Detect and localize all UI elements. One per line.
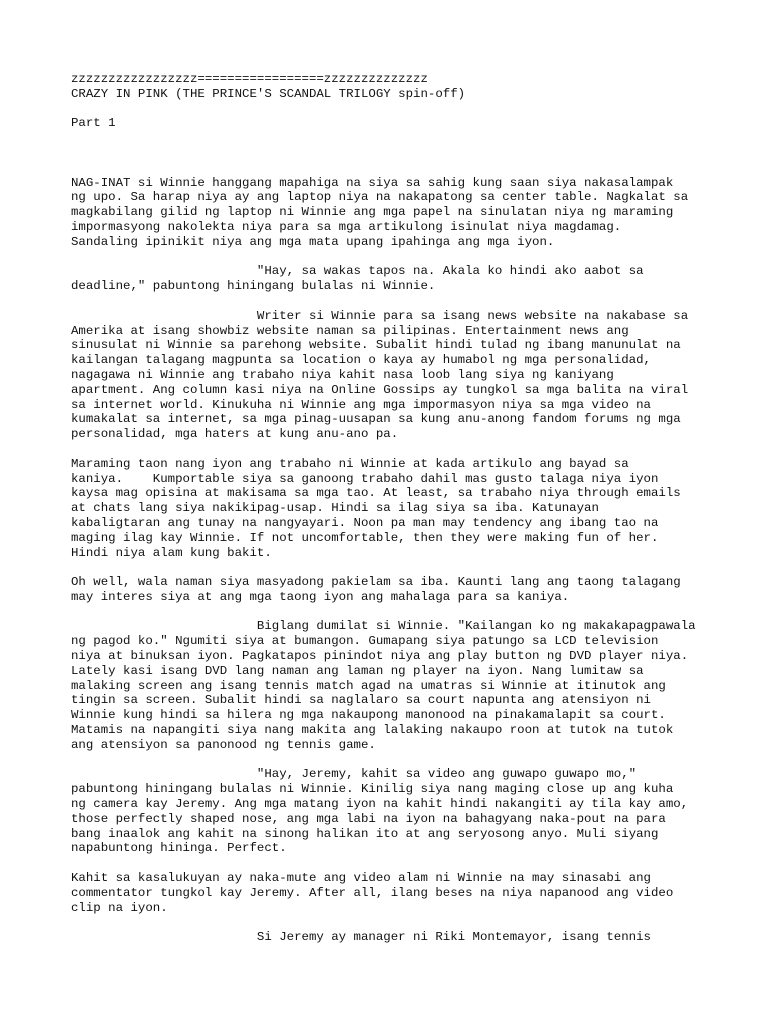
text-line: pabuntong hiningang bulalas ni Winnie. Kinilig siya nang maging close up ang kuha — [71, 782, 674, 797]
text-line: may interes siya at ang mga taong iyon ang mahalaga para sa kaniya. — [71, 589, 570, 604]
text-line — [71, 294, 711, 309]
text-line: ng camera kay Jeremy. Ang mga matang iyon na kahit hindi nakangiti ay tila kay amo, — [71, 797, 689, 812]
text-line: Si Jeremy ay manager ni Riki Montemayor, isang tennis — [71, 930, 651, 945]
text-line — [71, 102, 711, 117]
text-line: impormasyong nakolekta niya para sa mga artikulong isinulat niya magdamag. — [71, 219, 622, 234]
text-line: those perfectly shaped nose, ang mga labi na iyon na bahagyang naka-pout na para — [71, 811, 666, 826]
text-line — [71, 560, 711, 575]
text-line: clip na iyon. — [71, 900, 168, 915]
text-line — [71, 915, 711, 930]
text-line: ang atensiyon sa panonood ng tennis game. — [71, 737, 376, 752]
text-line: "Hay, Jeremy, kahit sa video ang guwapo guwapo mo," — [71, 767, 637, 782]
text-line: Hindi niya alam kung bakit. — [71, 545, 272, 560]
text-line: "Hay, sa wakas tapos na. Akala ko hindi ako aabot sa — [71, 264, 644, 279]
text-line: Matamis na napangiti siya nang makita ang lalaking nakaupo roon at tutok na tutok — [71, 723, 674, 738]
text-line: kumakalat sa internet, sa mga pinag-uusapan sa kung anu-anong fandom forums ng mga — [71, 412, 681, 427]
text-line: Maraming taon nang iyon ang trabaho ni Winnie at kada artikulo ang bayad sa — [71, 456, 629, 471]
document-page — [71, 72, 711, 945]
text-line — [71, 605, 711, 620]
text-line: CRAZY IN PINK (THE PRINCE'S SCANDAL TRILOGY spin-off) — [71, 86, 466, 101]
text-line: Winnie kung hindi sa hilera ng mga nakaupong manonood na pinakamalapit sa court. — [71, 708, 666, 723]
text-line: maging ilag kay Winnie. If not uncomfortable, then they were making fun of her. — [71, 530, 659, 545]
text-line: apartment. Ang column kasi niya na Online Gossips ay tungkol sa mga balita na viral — [71, 382, 689, 397]
text-line — [71, 250, 711, 265]
text-line: Amerika at isang showbiz website naman sa pilipinas. Entertainment news ang — [71, 323, 629, 338]
text-line: Writer si Winnie para sa isang news website na nakabase sa — [71, 308, 689, 323]
text-line: bang inaalok ang kahit na sinong halikan ito at ang seryosong anyo. Muli siyang — [71, 826, 659, 841]
text-line: Sandaling ipinikit niya ang mga mata upang ipahinga ang mga iyon. — [71, 234, 555, 249]
text-line: Biglang dumilat si Winnie. "Kailangan ko ng makakapagpawala — [71, 619, 696, 634]
text-line: nagagawa ni Winnie ang trabaho niya kahit nasa loob lang siya ng kaniyang — [71, 367, 614, 382]
text-line: napabuntong hininga. Perfect. — [71, 841, 287, 856]
text-line: Kahit sa kasalukuyan ay naka-mute ang video alam ni Winnie na may sinasabi ang — [71, 871, 651, 886]
text-line: ng pagod ko." Ngumiti siya at bumangon. Gumapang siya patungo sa LCD television — [71, 634, 659, 649]
text-line: tingin sa screen. Subalit hindi sa naglalaro sa court napunta ang atensiyon ni — [71, 693, 651, 708]
text-line: at chats lang siya nakikipag-usap. Hindi sa ilag siya sa iba. Katunayan — [71, 501, 599, 516]
text-line: Oh well, wala naman siya masyadong pakielam sa iba. Kaunti lang ang taong talagang — [71, 575, 681, 590]
text-line: kabaligtaran ang tunay na nangyayari. Noon pa man may tendency ang ibang tao na — [71, 515, 659, 530]
text-line: kailangan talagang magpunta sa location o kaya ay humabol ng mga personalidad, — [71, 353, 651, 368]
text-line: zzzzzzzzzzzzzzzzz=================zzzzzzzzzzzzzz — [71, 72, 428, 86]
text-line: kaysa mag opisina at makisama sa mga tao. At least, sa trabaho niya through emails — [71, 486, 681, 501]
text-line: ng upo. Sa harap niya ay ang laptop niya na nakapatong sa center table. Nagkalat sa — [71, 190, 689, 205]
text-line — [71, 131, 711, 146]
text-line: Part 1 — [71, 116, 116, 131]
text-line: deadline," pabuntong hiningang bulalas ni Winnie. — [71, 279, 436, 294]
text-line — [71, 161, 711, 176]
text-line: Lately kasi isang DVD lang naman ang laman ng player na iyon. Nang lumitaw sa — [71, 663, 644, 678]
text-line: sa internet world. Kinukuha ni Winnie ang mga impormasyon niya sa mga video na — [71, 397, 651, 412]
text-line — [71, 442, 711, 457]
text-line — [71, 856, 711, 871]
text-line — [71, 753, 711, 768]
text-line: niya at binuksan iyon. Pagkatapos pinindot niya ang play button ng DVD player niya. — [71, 649, 689, 664]
text-line: malaking screen ang isang tennis match agad na umatras si Winnie at itinutok ang — [71, 678, 666, 693]
text-line: NAG-INAT si Winnie hanggang mapahiga na siya sa sahig kung saan siya nakasalampak — [71, 175, 674, 190]
text-line: kaniya. Kumportable siya sa ganoong trabaho dahil mas gusto talaga niya iyon — [71, 471, 659, 486]
text-line: magkabilang gilid ng laptop ni Winnie ang mga papel na sinulatan niya ng maraming — [71, 205, 674, 220]
text-line — [71, 146, 711, 161]
text-line: sinusulat ni Winnie sa parehong website. Subalit hindi tulad ng ibang manunulat na — [71, 338, 681, 353]
text-line: commentator tungkol kay Jeremy. After all, ilang beses na niya napanood ang video — [71, 885, 674, 900]
text-line: personalidad, mga haters at kung anu-ano pa. — [71, 427, 399, 442]
